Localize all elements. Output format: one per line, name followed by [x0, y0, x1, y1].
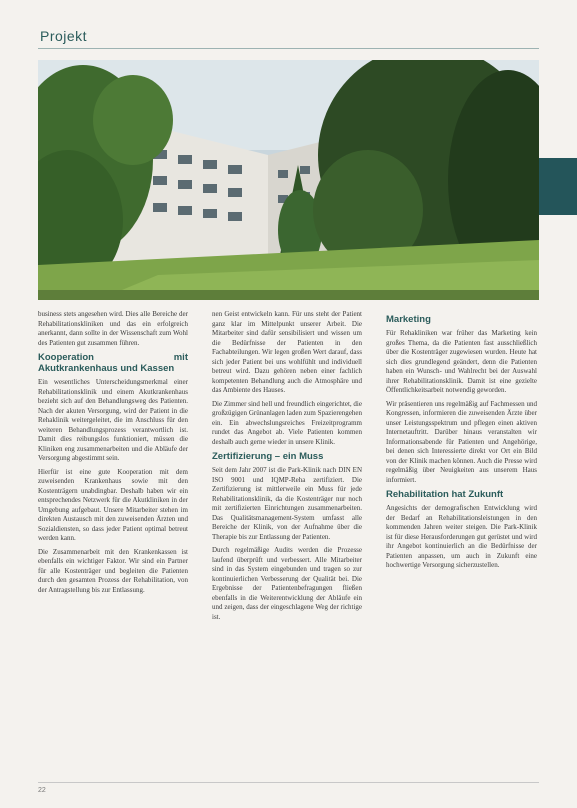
paragraph: nen Geist entwickeln kann. Für uns steht der Patient ganz klar im Mittelpunkt unserer Arbeit. Die Mitarbeiter sind dafür sensibilisiert und wissen um die Bedürfnisse der Patienten in den Fachabteilungen. Wir legen großen Wert darauf, dass sich jeder Patient bei uns wohlfühlt und individuell betreut wird. Dazu gehören neben einer fachlich kompetenten Behandlung auch die Atmosphäre und das Ambiente des Hauses.: [212, 310, 362, 394]
clinic-photo: [38, 60, 539, 300]
subheading: Marketing: [386, 314, 431, 325]
subheading: Kooperation mit Akutkrankenhaus und Kassen: [38, 352, 188, 374]
accent-strip: [539, 158, 577, 215]
page-footer: [38, 782, 539, 797]
column-2: [212, 310, 362, 626]
page-number: 22: [38, 787, 46, 794]
paragraph: Für Rehakliniken war früher das Marketing kein großes Thema, da die Patienten fast ausschließlich über die Kostenträger zugewiesen wurden. Heute hat sich dies grundlegend geändert, denn die Patienten haben ein Wunsch- und Wahlrecht bei der Auswahl ihrer Rehabilitationsklinik. Damit ist eine gezielte Öffentlichkeitsarbeit notwendig geworden.: [386, 329, 537, 394]
paragraph: Wir präsentieren uns regelmäßig auf Fachmessen und Kongressen, informieren die zuweisenden Ärzte über unser Leistungsspektrum und pflegen einen aktiven Internetauftritt. Darüber hinaus veranstalten wir Informationsabende für Patienten und Angehörige, bei denen sich Interessierte direkt vor Ort ein Bild von der Klinik machen können. Auch die Presse wird regelmäßig über Neuigkeiten aus unserem Haus informiert.: [386, 399, 537, 484]
paragraph: Durch regelmäßige Audits werden die Prozesse laufend überprüft und verbessert. Alle Mitarbeiter sind in das System eingebunden und tragen so zur kontinuierlichen Verbesserung der Qualität bei. Die Ergebnisse der Patientenbefragungen fließen ebenfalls in die Weiterentwicklung der Abläufe ein und zeigen, dass der eingeschlagene Weg der richtige ist.: [212, 546, 362, 621]
paragraph: Die Zimmer sind hell und freundlich eingerichtet, die großzügigen Grünanlagen laden zum Spazierengehen ein. Ein abwechslungsreiches Freizeitprogramm rundet das Angebot ab. Viele Patienten kommen deshalb auch gerne wieder in unsere Klinik.: [212, 399, 362, 446]
column-1: [38, 310, 188, 599]
paragraph: Die Zusammenarbeit mit den Krankenkassen ist ebenfalls ein wichtiger Faktor. Wir sind ein Partner für alle Kostenträger und begleiten die Patienten durch den gesamten Prozess der Rehabilitation, von der Antragstellung bis zur Entlassung.: [38, 547, 188, 594]
section-label: Projekt: [40, 28, 88, 44]
paragraph: business stets angesehen wird. Dies alle Bereiche der Rehabilitationskliniken und das ein erfolgreich anerkannt, dann sollte in der Wissenschaft zum Wohl des Patienten gut zusammen führen.: [38, 310, 188, 347]
paragraph: Hierfür ist eine gute Kooperation mit dem zuweisenden Krankenhaus sowie mit den Kostenträgern unabdingbar. Deshalb haben wir ein entsprechendes Netzwerk für die Akutkliniken in der Umgebung aufgebaut. Unsere Mitarbeiter stehen im direkten Austausch mit den zuweisenden Ärzten und Sozialdiensten, so dass jeder Patient optimal betreut werden kann.: [38, 467, 188, 542]
subheading: Zertifizierung – ein Muss: [212, 451, 324, 462]
paragraph: Angesichts der demografischen Entwicklung wird der Bedarf an Rehabilitationsleistungen in den kommenden Jahren weiter steigen. Die Park-Klinik ist für diese Herausforderungen gut gerüstet und wird ihr Angebot kontinuierlich an die Bedürfnisse der Patienten anpassen, um auch in Zukunft eine hochwertige Versorgung sicherzustellen.: [386, 504, 537, 569]
column-3: [386, 310, 537, 575]
subheading: Rehabilitation hat Zukunft: [386, 489, 504, 500]
header-rule: [38, 48, 539, 49]
paragraph: Seit dem Jahr 2007 ist die Park-Klinik nach DIN EN ISO 9001 und IQMP-Reha zertifiziert. Die Zertifizierung ist mittlerweile ein Muss für jede Rehabilitationsklinik, da die Kostenträger nur noch mit zertifizierten Einrichtungen zusammenarbeiten. Das Qualitätsmanagement-System umfasst alle Bereiche der Klinik, von der Aufnahme über die Therapie bis zur Entlassung der Patienten.: [212, 466, 362, 541]
paragraph: Ein wesentliches Unterscheidungsmerkmal einer Rehabilitationsklinik und einem Akutkrankenhaus bezieht sich auf den Behandlungsweg des Patienten. Nach der akuten Versorgung, wird der Patient in die Rehaklinik weitergeleitet, die im Anschluss für den weiteren Behandlungsprozess verantwortlich ist. Damit dies reibungslos funktioniert, müssen die Kliniken eng zusammenarbeiten und die Abläufe der Versorgung abgestimmt sein.: [38, 378, 188, 462]
